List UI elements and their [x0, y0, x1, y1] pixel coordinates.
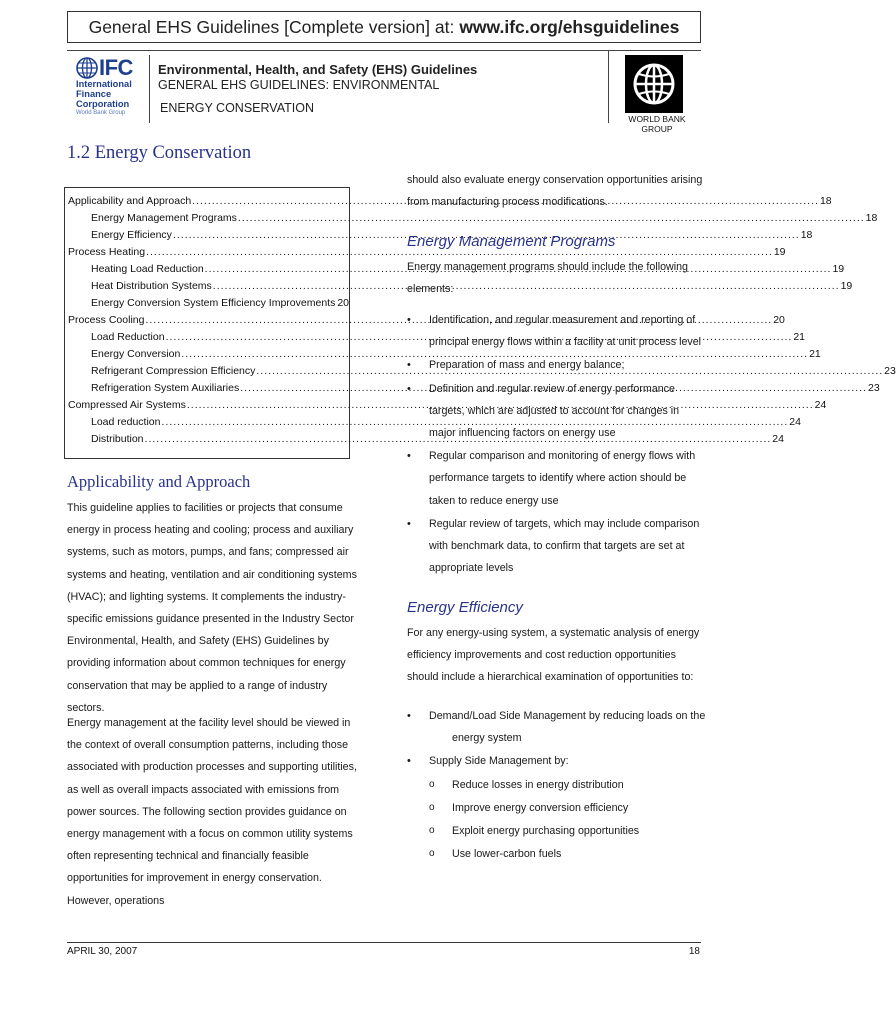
toc-entry-label: Process Heating [68, 246, 146, 258]
header-divider [608, 51, 609, 123]
toc-entry-label: Applicability and Approach [68, 195, 192, 207]
toc-entry-label: Refrigerant Compression Efficiency [91, 365, 256, 377]
header-title: Environmental, Health, and Safety (EHS) Guidelines [158, 62, 478, 77]
list-item: • Regular review of targets, which may include comparison with benchmark data, to confirm that targets are set at appropriate levels [407, 513, 705, 580]
energy-management-list [407, 309, 705, 580]
ifc-logo-mark: IFC [99, 55, 133, 80]
toc-entry-page: 24 [789, 416, 801, 428]
toc-entry-label: Energy Conversion System Efficiency Improvements [91, 297, 336, 309]
toc-entry-label: Energy Conversion [91, 348, 181, 360]
ifc-logo [76, 57, 148, 123]
toc-entry-label: Refrigeration System Auxiliaries [91, 382, 240, 394]
page-number: 18 [688, 946, 700, 957]
energy-efficiency-intro: For any energy-using system, a systematic analysis of energy efficiency improvements and cost reduction opportunities should include a hierarchical examination of opportunities to: [407, 627, 700, 684]
toc-entry-page: 21 [809, 348, 821, 360]
toc-entry[interactable] [68, 193, 832, 210]
applicability-heading: Applicability and Approach [67, 472, 251, 491]
toc-entry-label: Load Reduction [91, 331, 165, 343]
toc-entry-label: Heat Distribution Systems [91, 280, 212, 292]
header-divider [149, 55, 150, 123]
header-section: ENERGY CONSERVATION [160, 101, 314, 115]
list-item: • Supply Side Management by: [407, 750, 707, 772]
toc-entry[interactable] [68, 397, 827, 414]
energy-management-intro: Energy management programs should include the following elements: [407, 261, 689, 296]
guidelines-banner [67, 11, 701, 43]
toc-entry[interactable] [91, 329, 806, 346]
energy-efficiency-heading: Energy Efficiency [407, 599, 523, 616]
banner-prefix: General EHS Guidelines [Complete version] at: [88, 16, 455, 37]
toc-entry[interactable] [91, 261, 845, 278]
footer-divider [67, 942, 701, 943]
document-header [67, 50, 701, 134]
toc-entry[interactable] [68, 312, 785, 329]
guidelines-url-link[interactable]: www.ifc.org/ehsguidelines [459, 16, 680, 37]
toc-entry-page: 24 [772, 433, 784, 445]
section-title: 1.2 Energy Conservation [67, 143, 252, 163]
toc-entry-label: Load reduction [91, 416, 161, 428]
list-item: • Preparation of mass and energy balance; [407, 354, 705, 376]
header-subtitle: GENERAL EHS GUIDELINES: ENVIRONMENTAL [158, 78, 440, 92]
ifc-logo-wbg: World Bank Group [76, 110, 126, 116]
toc-entry[interactable] [91, 278, 853, 295]
toc-entry-page: 23 [868, 382, 880, 394]
list-item: • Definition and regular review of energy performance targets, which are adjusted to account for changes in major influencing factors on energy use [407, 378, 705, 445]
list-item: • Regular comparison and monitoring of energy flows with performance targets to identify where action should be taken to reduce energy use [407, 445, 705, 512]
toc-entry-label: Distribution [91, 433, 144, 445]
toc-entry[interactable] [91, 414, 801, 431]
toc-entry-page: 19 [832, 263, 845, 275]
toc-entry[interactable] [68, 244, 786, 261]
list-item-text-cont: energy system [452, 732, 522, 745]
applicability-paragraph-2: Energy management at the facility level should be viewed in the context of overall consumption patterns, including those associated with production processes and supporting utilities, as well as overall impacts associated with emissions from power sources. The following section provides guidance on energy management with a focus on common utility systems often representing technical and financially feasible opportunities for improvement in energy conservation. However, operations [67, 717, 357, 907]
toc-entry-page: 24 [814, 399, 827, 411]
ifc-logo-line: International [76, 79, 132, 89]
toc-entry-label: Energy Management Programs [91, 212, 237, 224]
sub-list-item: o Use lower-carbon fuels [407, 843, 707, 865]
sub-list-item: o Reduce losses in energy distribution [407, 774, 707, 796]
toc-entry-page: 20 [773, 314, 785, 326]
toc-entry[interactable] [91, 380, 880, 397]
toc-entry-page: 21 [793, 331, 806, 343]
toc-entry-page: 18 [800, 229, 813, 241]
toc-entry[interactable] [91, 210, 878, 227]
list-item [407, 705, 707, 749]
list-item: • Identification, and regular measurement and reporting of principal energy flows within a facility at unit process level [407, 309, 705, 353]
continued-paragraph: should also evaluate energy conservation opportunities arising from manufacturing process modifications. [407, 174, 703, 209]
sub-list-item: o Exploit energy purchasing opportunities [407, 820, 707, 842]
list-item-text: Demand/Load Side Management by reducing loads on the [429, 710, 706, 722]
toc-entry-label: Energy Efficiency [91, 229, 172, 241]
toc-entry[interactable] [91, 295, 350, 312]
applicability-paragraph-1: This guideline applies to facilities or projects that consume energy in process heating and cooling; process and auxiliary systems, such as motors, pumps, and fans; compressed air systems and heating, ventilation and air conditioning systems (HVAC); and lighting systems. It complements the industry-specific emissions guidance presented in the Industry Sector Environmental, Health, and Safety (EHS) Guidelines by providing information about common techniques for energy conservation that may be applied to a range of industry sectors. [67, 502, 357, 714]
toc-entry-page: 18 [865, 212, 878, 224]
world-bank-caption: WORLD BANK GROUP [628, 114, 686, 134]
toc-entry-page: 19 [773, 246, 786, 258]
ifc-logo-line: Finance [76, 89, 112, 99]
energy-management-heading: Energy Management Programs [407, 233, 616, 250]
toc-entry-page: 23 [884, 365, 896, 377]
toc-entry-label: Compressed Air Systems [68, 399, 186, 411]
toc-entry-page: 20 [337, 297, 350, 309]
toc-entry-page: 18 [819, 195, 832, 207]
footer-date: APRIL 30, 2007 [67, 946, 138, 957]
ifc-globe-icon [76, 57, 98, 79]
sub-list-item: o Improve energy conversion efficiency [407, 797, 707, 819]
world-bank-globe-icon [632, 62, 676, 106]
toc-entry[interactable] [91, 346, 821, 363]
toc-entry[interactable] [91, 431, 784, 448]
energy-efficiency-list [407, 705, 707, 866]
toc-entry-label: Process Cooling [68, 314, 145, 326]
toc-entry-label: Heating Load Reduction [91, 263, 204, 275]
ifc-logo-line: Corporation [76, 99, 130, 109]
world-bank-logo [625, 55, 683, 113]
toc-entry-page: 19 [840, 280, 853, 292]
